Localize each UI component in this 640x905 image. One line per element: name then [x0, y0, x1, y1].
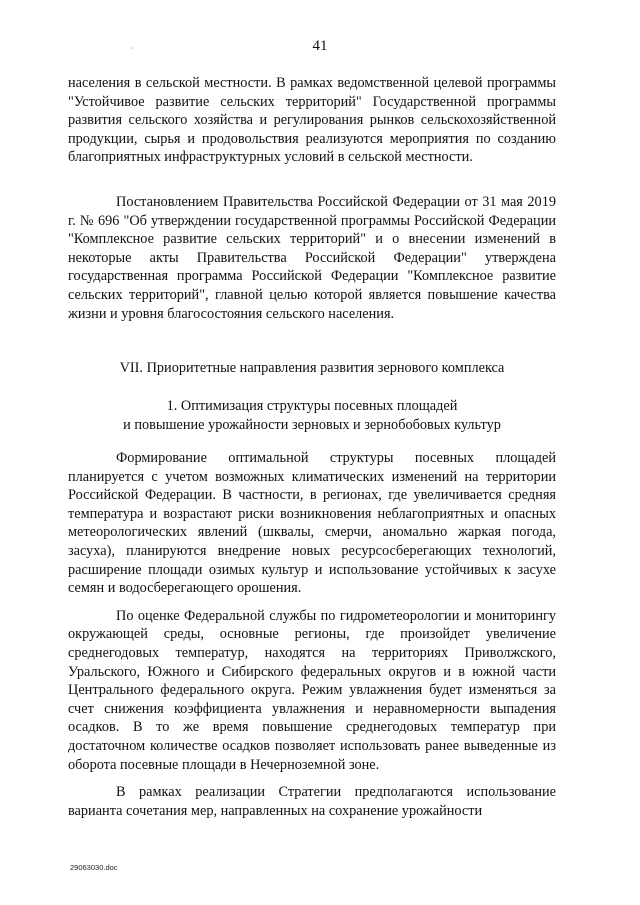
paragraph: По оценке Федеральной службы по гидрометеорологии и мониторингу окружающей среды, основные регионы, где произойдет увеличение среднегодовых температур, находятся на территориях Приволжского, Уральского, Южного и Сибирского федеральных округов и в южной части Центрального федерального округа. Режим увлажнения будет изменяться за счет снижения коэффициента увлажнения и неравномерности выпадения осадков. В то же время повышение среднегодовых температур при достаточном количестве осадков позволяет использовать ранее выведенные из оборота посевные площади в Нечерноземной зоне.	[68, 607, 556, 773]
scan-speck: ·	[131, 44, 134, 53]
paragraph: Постановлением Правительства Российской Федерации от 31 мая 2019 г. № 696 "Об утверждении государственной программы Российской Федерации "Комплексное развитие сельских территорий" и о внесении изменений в некоторые акты Правительства Российской Федерации" утверждена государственная программа Российской Федерации "Комплексное развитие сельских территорий", главной целью которой является повышение качества жизни и уровня благосостояния сельского населения.	[68, 194, 556, 322]
paragraph-continuation	[68, 74, 556, 167]
paragraph: В рамках реализации Стратегии предполагаются использование варианта сочетания мер, направленных на сохранение урожайности	[68, 784, 556, 819]
section-heading-text: VII. Приоритетные направления развития зернового комплекса	[119, 360, 505, 376]
subsection-heading-line: и повышение урожайности зерновых и зернобобовых культур	[123, 416, 501, 433]
subsection-heading	[68, 397, 556, 434]
paragraph-resolution	[68, 193, 556, 323]
file-name-footer: 29063030.doc	[70, 863, 118, 872]
page-number: 41	[312, 38, 328, 54]
section-heading	[68, 359, 556, 378]
paragraph: населения в сельской местности. В рамках ведомственной целевой программы "Устойчивое развитие сельских территорий" Государственной программы развития сельского хозяйства и регулирования рынков сельскохозяйственной продукции, сырья и продовольствия реализуются мероприятия по созданию благоприятных инфраструктурных условий в сельской местности.	[68, 75, 556, 166]
paragraph: Формирование оптимальной структуры посевных площадей планируется с учетом возможных климатических изменений на территории Российской Федерации. В частности, в регионах, где увеличивается средняя температура и возрастают риски возникновения неблагоприятных и опасных метеорологических явлений (шквалы, смерчи, аномально жаркая погода, засуха), планируются внедрение новых ресурсосберегающих технологий, расширение площади озимых культур и использование устойчивых к засухе семян и водосберегающего орошения.	[68, 450, 556, 597]
body-text	[68, 449, 556, 820]
subsection-heading-line: 1. Оптимизация структуры посевных площадей	[166, 398, 458, 414]
